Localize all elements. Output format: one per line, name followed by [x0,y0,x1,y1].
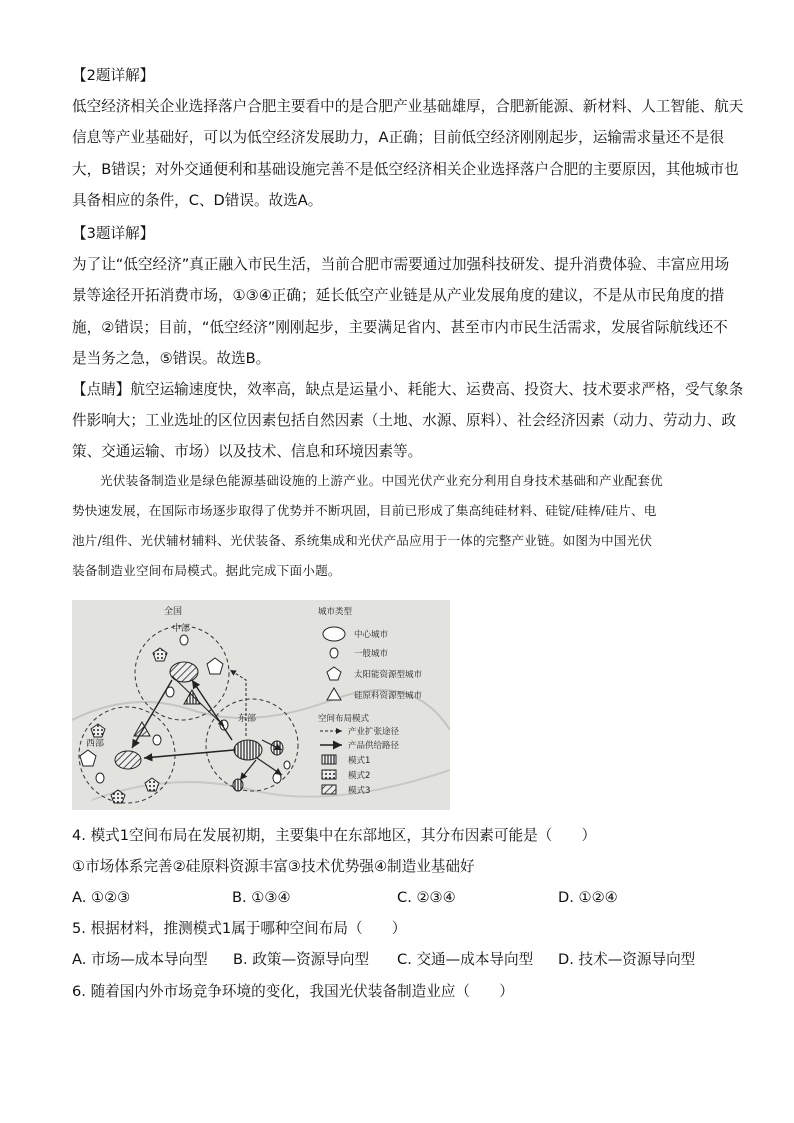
q5-stem: 5. 根据材料，推测模式1属于哪种空间布局（ ） [72,920,407,937]
reading-passage [72,466,720,586]
q2-heading: 【2题详解】 [72,67,155,84]
tip-section [72,374,744,468]
q4-stem: 4. 模式1空间布局在发展初期，主要集中在东部地区，其分布因素可能是（ ） [72,827,597,844]
passage-line-2: 势快速发展，在国际市场逐步取得了优势并不断巩固，目前已形成了集高纯硅材料、硅锭/硅棒/硅片、电 [72,503,657,518]
q4-items: ①市场体系完善②硅原料资源丰富③技术优势强④制造业基础好 [72,858,475,876]
tip-line-1: 【点睛】航空运输速度快，效率高，缺点是运量小、耗能大、运费高、投资大、技术要求严格，受气象条 [72,381,744,398]
label-west: 西部 [86,739,105,749]
q5-option-b[interactable]: B. 政策—资源导向型 [233,951,370,968]
tip-line-3: 策、交通运输、市场）以及技术、信息和环境因素等。 [72,443,423,461]
q3-section [72,218,730,374]
legend-supply-path: 产品供给路径 [348,741,400,751]
passage-line-1: 光伏装备制造业是绿色能源基础设施的上游产业。中国光伏产业充分利用自身技术基础和产业配套优 [100,473,663,488]
q5-option-d[interactable]: D. 技术—资源导向型 [558,951,696,968]
q5-option-a[interactable]: A. 市场—成本导向型 [72,951,208,968]
legend-expand-path: 产业扩张途径 [348,727,400,737]
legend-title-city: 城市类型 [318,607,353,617]
q3-line-4: 是当务之急，⑤错误。故选B。 [72,349,271,367]
q4-option-a[interactable]: A. ①②③ [72,889,131,906]
figure-svg [72,600,450,810]
west-center-city-icon [115,751,141,769]
q2-line-1: 低空经济相关企业选择落户合肥主要看中的是合肥产业基础雄厚，合肥新能源、新材料、人工智能、航天 [72,98,744,116]
label-central: 中部 [172,624,191,634]
passage-line-4: 装备制造业空间布局模式。据此完成下面小题。 [72,563,341,578]
question-6 [72,976,722,1007]
legend-solar-city: 太阳能资源型城市 [354,670,423,680]
q3-line-1: 为了让“低空经济”真正融入市民生活，当前合肥市需要通过加强科技研发、提升消费体验、丰富应用场 [72,256,730,274]
legend-silicon-city: 硅原料资源型城市 [354,691,423,701]
q5-options [72,944,732,975]
q2-line-2: 信息等产业基础好，可以为低空经济发展助力，A正确；目前低空经济刚刚起步，运输需求量还不是很 [72,129,725,147]
layout-model-figure [72,600,450,810]
q6-stem: 6. 随着国内外市场竞争环境的变化，我国光伏装备制造业应（ ） [72,983,514,1000]
q4-option-b[interactable]: B. ①③④ [232,889,291,906]
q4-option-c[interactable]: C. ②③④ [397,889,456,906]
tip-line-2: 件影响大；工业选址的区位因素包括自然因素（土地、水源、原料）、社会经济因素（动力、劳动力、政 [72,412,737,430]
q3-heading: 【3题详解】 [72,225,155,242]
q5-option-c[interactable]: C. 交通—成本导向型 [397,951,534,968]
label-east: 东部 [238,714,257,724]
q2-section [72,60,744,216]
legend-mode-2: 模式2 [348,771,371,781]
q4-options [72,882,732,913]
q3-line-2: 景等途径开拓消费市场，①③④正确；延长低空产业链是从产业发展角度的建议，不是从市民角度的措 [72,287,725,305]
legend-title-layout: 空间布局模式 [318,714,370,724]
label-national: 全国 [164,607,183,617]
q2-line-4: 具备相应的条件，C、D错误。故选A。 [72,191,323,209]
central-center-city-icon [170,662,198,682]
q4-option-d[interactable]: D. ①②④ [558,889,618,906]
q2-line-3: 大，B错误；对外交通便利和基础设施完善不是低空经济相关企业选择落户合肥的主要原因，其他城市也 [72,160,739,178]
question-5 [72,913,722,944]
legend-mode-1: 模式1 [348,756,371,766]
legend-general-city: 一般城市 [354,649,389,659]
passage-line-3: 池片/组件、光伏辅材辅料、光伏装备、系统集成和光伏产品应用于一体的完整产业链。如图为中国光伏 [72,533,653,548]
legend-mode-3: 模式3 [348,786,371,796]
east-center-city-icon [234,740,262,760]
legend-center-city: 中心城市 [354,630,389,640]
question-4 [72,820,722,882]
q3-line-3: 施，②错误；目前，“低空经济”刚刚起步，主要满足省内、甚至市内市民生活需求，发展省际航线还不 [72,318,728,336]
